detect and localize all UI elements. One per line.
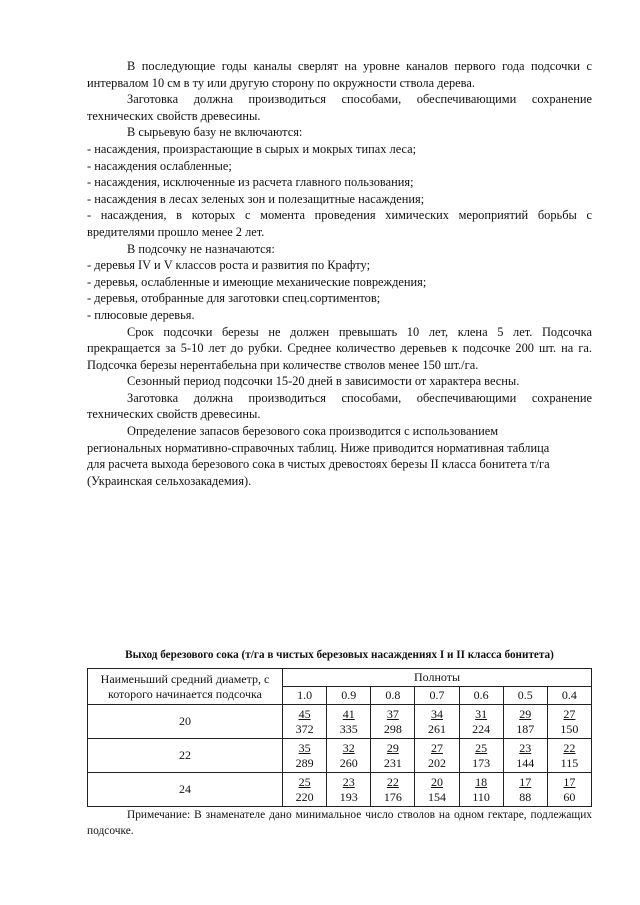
yield-denominator: 289 (295, 755, 314, 770)
yield-numerator: 35 (298, 740, 311, 755)
yield-cell (459, 705, 503, 739)
polnoty-header: Полноты (283, 669, 592, 687)
yield-cell (459, 773, 503, 807)
paragraph-channels: В последующие годы каналы сверлят на уровне каналов первого года подсочки с интервалом 10 см в ту или другую сторону по окружности ствола дерева. (87, 59, 592, 90)
yield-denominator: 372 (295, 721, 314, 736)
yield-denominator: 220 (295, 789, 314, 804)
yield-numerator: 18 (475, 774, 488, 789)
paragraph-not-assigned-heading: В подсочку не назначаются: (127, 241, 275, 256)
yield-cell (415, 705, 459, 739)
yield-numerator: 17 (519, 774, 532, 789)
yield-denominator: 173 (472, 755, 491, 770)
paragraph-raw-base-heading: В сырьевую базу не включаются: (127, 125, 303, 140)
paragraph-sap-reserves-line: региональных нормативно-справочных таблиц. Ниже приводится нормативная таблица (87, 440, 550, 455)
yield-numerator: 45 (298, 706, 311, 721)
yield-cell (503, 739, 547, 773)
yield-numerator: 23 (519, 740, 532, 755)
yield-cell (547, 773, 591, 807)
yield-cell (327, 739, 371, 773)
polnota-value: 0.4 (547, 687, 591, 705)
table-header-row (88, 669, 592, 687)
yield-denominator: 176 (383, 789, 402, 804)
yield-denominator: 187 (516, 721, 535, 736)
yield-cell (327, 705, 371, 739)
paragraph-tapping-period: Срок подсочки березы не должен превышать 10 лет, клена 5 лет. Подсочка прекращается за 5-10 лет до рубки. Среднее количество деревьев к подсочке 200 шт. на га. Подсочка березы нерентабельна при количестве стволов менее 150 шт./га. (87, 324, 592, 372)
yield-numerator: 22 (386, 774, 399, 789)
yield-numerator: 23 (342, 774, 355, 789)
yield-cell (371, 705, 415, 739)
yield-denominator: 298 (383, 721, 402, 736)
yield-cell (415, 773, 459, 807)
diameter-cell: 24 (88, 773, 283, 807)
list-item: - деревья IV и V классов роста и развития по Крафту; (87, 258, 371, 273)
yield-numerator: 20 (430, 774, 443, 789)
yield-cell (283, 739, 327, 773)
yield-cell (371, 739, 415, 773)
list-item: - насаждения, произрастающие в сырых и мокрых типах леса; (87, 141, 417, 156)
paragraph-sap-reserves-line: Определение запасов березового сока производится с использованием (127, 424, 499, 439)
yield-cell (283, 773, 327, 807)
polnota-value: 0.9 (327, 687, 371, 705)
yield-denominator: 115 (560, 755, 579, 770)
yield-cell (327, 773, 371, 807)
yield-numerator: 37 (386, 706, 399, 721)
table-note: Примечание: В знаменателе дано минимальное число стволов на одном гектаре, подлежащих подсочке. (87, 809, 592, 837)
yield-denominator: 202 (427, 755, 446, 770)
yield-numerator: 25 (475, 740, 488, 755)
polnota-value: 1.0 (283, 687, 327, 705)
yield-numerator: 29 (519, 706, 532, 721)
yield-numerator: 32 (342, 740, 355, 755)
polnota-value: 0.7 (415, 687, 459, 705)
document-body (87, 58, 592, 489)
table-title: Выход березового сока (т/га в чистых березовых насаждениях I и II класса бонитета) (125, 649, 554, 661)
list-item: - деревья, ослабленные и имеющие механические повреждения; (87, 274, 427, 289)
yield-numerator: 34 (430, 706, 443, 721)
diameter-header: Наименьший средний диаметр, с которого начинается подсочка (88, 669, 283, 705)
list-item: - плюсовые деревья. (87, 307, 195, 322)
list-item: - насаждения, в которых с момента проведения химических мероприятий борьбы с вредителями прошло менее 2 лет. (87, 208, 592, 239)
paragraph-sap-reserves-line: для расчета выхода березового сока в чистых древостоях березы II класса бонитета т/га (87, 457, 550, 472)
paragraph-sap-reserves-line: (Украинская сельхозакадемия). (87, 473, 252, 488)
yield-denominator: 261 (427, 721, 446, 736)
paragraph-season: Сезонный период подсочки 15-20 дней в зависимости от характера весны. (127, 374, 520, 389)
yield-cell (503, 705, 547, 739)
yield-denominator: 231 (383, 755, 402, 770)
diameter-cell: 20 (88, 705, 283, 739)
table-body (88, 705, 592, 807)
yield-denominator: 144 (516, 755, 535, 770)
yield-denominator: 193 (339, 789, 358, 804)
list-item: - насаждения в лесах зеленых зон и полезащитные насаждения; (87, 191, 425, 206)
yield-numerator: 41 (342, 706, 355, 721)
yield-denominator: 110 (472, 789, 490, 804)
diameter-cell: 22 (88, 739, 283, 773)
yield-cell (547, 739, 591, 773)
paragraph-harvest-methods: Заготовка должна производиться способами, обеспечивающими сохранение технических свойств древесины. (87, 92, 592, 123)
paragraph-harvest-methods-2: Заготовка должна производиться способами, обеспечивающими сохранение технических свойств древесины. (87, 390, 592, 422)
yield-denominator: 260 (339, 755, 358, 770)
list-item: - деревья, отобранные для заготовки спец.сортиментов; (87, 291, 381, 306)
yield-numerator: 31 (475, 706, 488, 721)
yield-cell (371, 773, 415, 807)
polnota-value: 0.5 (503, 687, 547, 705)
yield-numerator: 17 (563, 774, 576, 789)
table-row (88, 739, 592, 773)
yield-denominator: 224 (472, 721, 491, 736)
table-row (88, 705, 592, 739)
polnota-value: 0.8 (371, 687, 415, 705)
yield-numerator: 29 (386, 740, 399, 755)
polnota-value: 0.6 (459, 687, 503, 705)
yield-denominator: 150 (560, 721, 579, 736)
yield-cell (547, 705, 591, 739)
yield-denominator: 335 (339, 721, 358, 736)
yield-cell (459, 739, 503, 773)
yield-numerator: 25 (298, 774, 311, 789)
yield-denominator: 88 (519, 789, 532, 804)
list-item: - насаждения ослабленные; (87, 158, 232, 173)
yield-cell (503, 773, 547, 807)
yield-cell (283, 705, 327, 739)
yield-numerator: 27 (563, 706, 576, 721)
yield-numerator: 27 (430, 740, 443, 755)
sap-yield-table (87, 668, 592, 807)
list-item: - насаждения, исключенные из расчета главного пользования; (87, 175, 414, 190)
yield-numerator: 22 (563, 740, 576, 755)
table-row (88, 773, 592, 807)
yield-cell (415, 739, 459, 773)
yield-denominator: 154 (427, 789, 446, 804)
yield-denominator: 60 (563, 789, 576, 804)
